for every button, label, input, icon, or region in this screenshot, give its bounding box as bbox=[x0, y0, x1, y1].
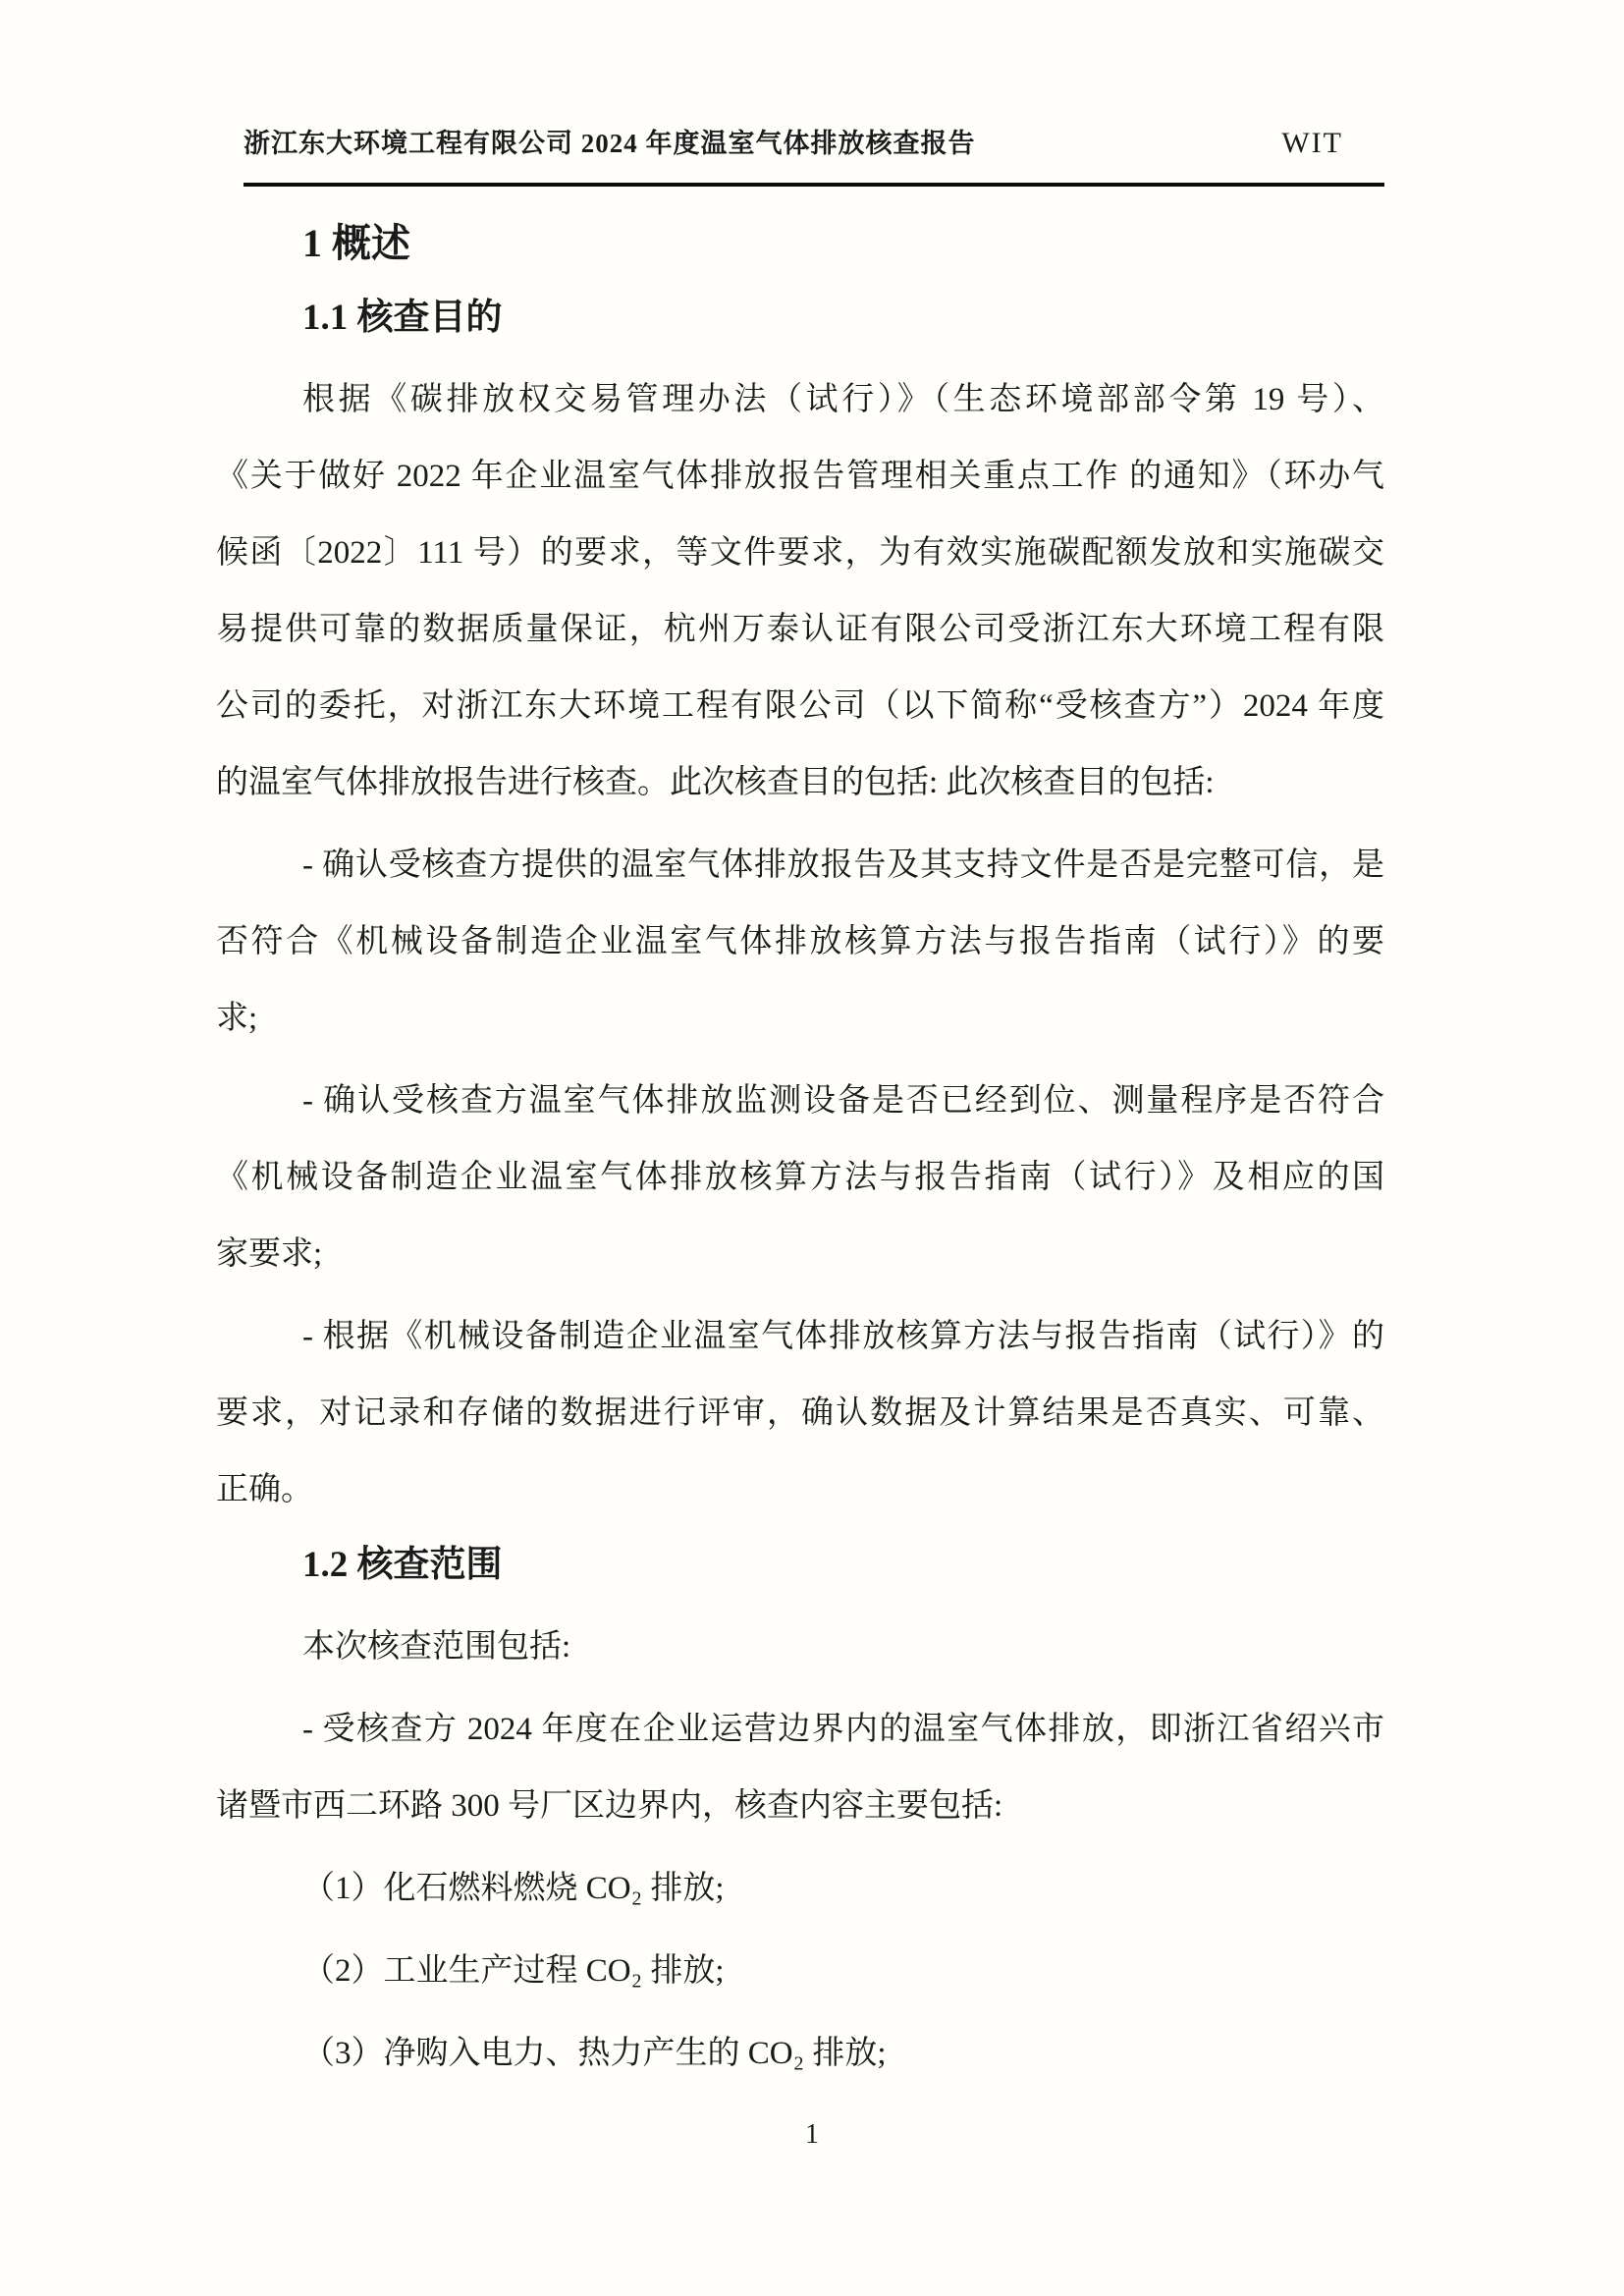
text-line: - 确认受核查方温室气体排放监测设备是否已经到位、测量程序是否符合 bbox=[302, 1083, 1384, 1119]
text-line: 否符合《机械设备制造企业温室气体排放核算方法与报告指南（试行）》的要 bbox=[216, 924, 1384, 959]
section-heading: 1.1 核查目的 bbox=[302, 298, 503, 338]
text-line: 要求，对记录和存储的数据进行评审，确认数据及计算结果是否真实、可靠、 bbox=[216, 1395, 1384, 1431]
text-line: （1）化石燃料燃烧 CO₂ 排放; bbox=[302, 1871, 725, 1906]
text-line: （2）工业生产过程 CO₂ 排放; bbox=[302, 1953, 725, 1989]
text-line: 求; bbox=[216, 1001, 258, 1036]
text-line: - 确认受核查方提供的温室气体排放报告及其支持文件是否是完整可信，是 bbox=[302, 847, 1384, 883]
header-title: 浙江东大环境工程有限公司 2024 年度温室气体排放核查报告 bbox=[244, 129, 976, 158]
document-body bbox=[216, 206, 1384, 2092]
text-line: 的温室气体排放报告进行核查。此次核查目的包括: 此次核查目的包括: bbox=[216, 765, 1215, 800]
text-line: 《机械设备制造企业温室气体排放核算方法与报告指南（试行）》及相应的国 bbox=[216, 1160, 1384, 1195]
text-line: - 受核查方 2024 年度在企业运营边界内的温室气体排放，即浙江省绍兴市 bbox=[302, 1712, 1384, 1747]
paragraph bbox=[216, 1933, 1384, 2009]
text-line: 候函〔2022〕111 号）的要求，等文件要求，为有效实施碳配额发放和实施碳交 bbox=[216, 535, 1384, 571]
text-line: 正确。 bbox=[216, 1472, 313, 1507]
text-line: - 根据《机械设备制造企业温室气体排放核算方法与报告指南（试行）》的 bbox=[302, 1319, 1384, 1354]
text-line: 《关于做好 2022 年企业温室气体排放报告管理相关重点工作 的通知》（环办气 bbox=[216, 459, 1384, 494]
paragraph bbox=[216, 1063, 1384, 1292]
paragraph bbox=[216, 1609, 1384, 1685]
paragraph bbox=[216, 361, 1384, 821]
page-header bbox=[244, 122, 1384, 160]
section-heading: 1 概述 bbox=[302, 221, 410, 265]
paragraph bbox=[216, 1298, 1384, 1528]
wit-logo: WIT bbox=[1281, 127, 1343, 159]
paragraph bbox=[216, 827, 1384, 1057]
header-divider bbox=[244, 183, 1384, 187]
text-line: 公司的委托，对浙江东大环境工程有限公司（以下简称“受核查方”）2024 年度 bbox=[216, 688, 1384, 724]
text-line: 根据《碳排放权交易管理办法（试行）》（生态环境部部令第 19 号）、 bbox=[302, 382, 1384, 417]
page-number: 1 bbox=[805, 2119, 819, 2150]
text-line: 本次核查范围包括: bbox=[302, 1629, 571, 1665]
paragraph bbox=[216, 1691, 1384, 1844]
text-line: 诸暨市西二环路 300 号厂区边界内，核查内容主要包括: bbox=[216, 1788, 1003, 1824]
text-line: 易提供可靠的数据质量保证，杭州万泰认证有限公司受浙江东大环境工程有限 bbox=[216, 612, 1384, 647]
text-line: 家要求; bbox=[216, 1236, 323, 1272]
paragraph bbox=[216, 1850, 1384, 1927]
paragraph bbox=[216, 2015, 1384, 2092]
text-line: （3）净购入电力、热力产生的 CO₂ 排放; bbox=[302, 2036, 887, 2071]
section-heading: 1.2 核查范围 bbox=[302, 1545, 503, 1585]
